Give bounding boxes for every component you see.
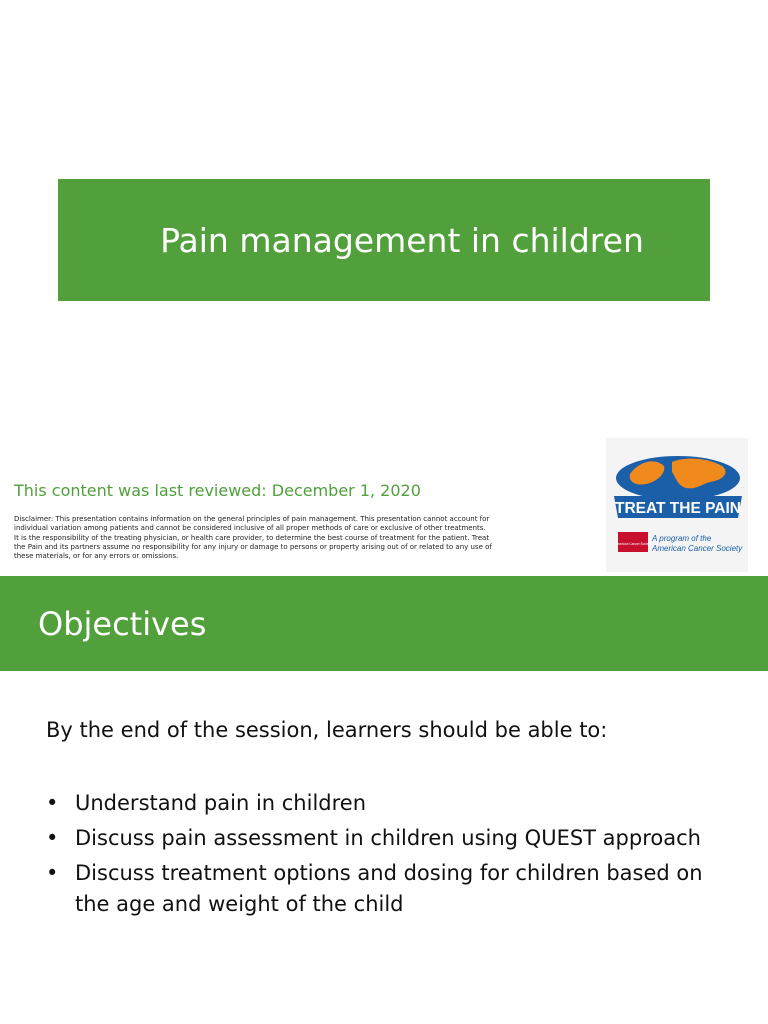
objective-item xyxy=(46,788,706,819)
bullet-icon: • xyxy=(46,861,59,885)
objective-text: Discuss pain assessment in children using QUEST approach xyxy=(75,826,701,850)
slide-title: Pain management in children xyxy=(160,220,644,260)
bullet-icon: • xyxy=(46,791,59,815)
logo-tagline-line2: American Cancer Society xyxy=(652,544,743,553)
objectives-title: Objectives xyxy=(38,604,207,643)
objectives-banner xyxy=(0,576,768,671)
acs-logo-text: American Cancer Society xyxy=(615,542,651,546)
objective-item xyxy=(46,823,706,854)
logo-tagline-line1: A program of the xyxy=(652,534,712,543)
objectives-intro: By the end of the session, learners should be able to: xyxy=(46,718,608,742)
review-date: This content was last reviewed: December 1, 2020 xyxy=(14,481,421,500)
objective-text: Understand pain in children xyxy=(75,791,367,815)
objectives-list xyxy=(46,788,706,924)
logo-name: TREAT THE PAIN xyxy=(614,500,742,517)
disclaimer-text: Disclaimer: This presentation contains information on the general principles of pain management. This presentation cannot account for individual variation among patients and cannot be considered inclusive of all proper methods of care or exclusive of other treatments. It is the responsibility of the treating physician, or health care provider, to determine the best course of treatment for the patient. Treat the Pain and its partners assume no responsibility for any injury or damage to persons or property arising out of or related to any use of these materials, or for any errors or omissions. xyxy=(14,515,492,561)
title-banner xyxy=(58,179,710,301)
objective-text: Discuss treatment options and dosing for children based on the age and weight of the child xyxy=(75,861,703,916)
treat-the-pain-logo xyxy=(606,438,748,572)
bullet-icon: • xyxy=(46,826,59,850)
objective-item xyxy=(46,858,706,920)
